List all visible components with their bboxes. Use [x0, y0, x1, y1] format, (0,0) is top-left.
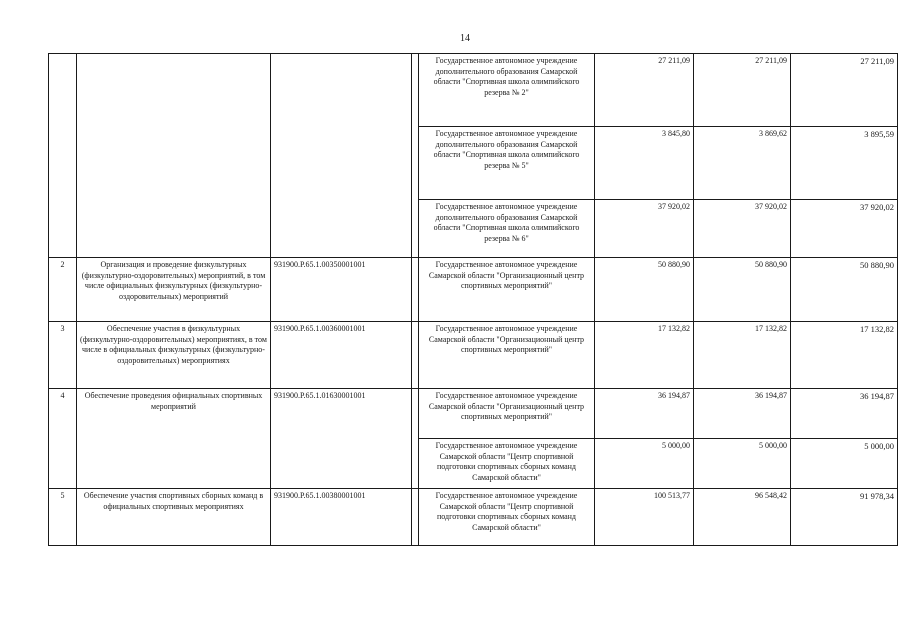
registry-code: 931900.Р.65.1.00360001001	[271, 322, 412, 389]
value-year-2: 36 194,87	[694, 389, 791, 439]
institution-name: Государственное автономное учреждение Самарской области "Центр спортивной подготовки спортивных сборных команд Самарской области"	[419, 439, 595, 489]
registry-code	[271, 54, 412, 258]
page-number: 14	[460, 33, 470, 44]
value-year-2: 27 211,09	[694, 54, 791, 127]
value-year-1: 27 211,09	[595, 54, 694, 127]
spacer-cell	[412, 54, 419, 258]
institution-name: Государственное автономное учреждение Самарской области "Организационный центр спортивных мероприятий"	[419, 389, 595, 439]
row-number: 3	[49, 322, 77, 389]
service-name: Обеспечение участия в физкультурных (физкультурно-оздоровительных) мероприятиях, в том числе в официальных физкультурных (физкультурно-оздоровительных) мероприятиях	[77, 322, 271, 389]
value-year-3: 27 211,09	[791, 54, 898, 127]
row-number	[49, 54, 77, 258]
institution-name: Государственное автономное учреждение Самарской области "Организационный центр спортивных мероприятий"	[419, 258, 595, 322]
value-year-2: 5 000,00	[694, 439, 791, 489]
value-year-2: 3 869,62	[694, 127, 791, 200]
spacer-cell	[412, 322, 419, 389]
row-number: 2	[49, 258, 77, 322]
value-year-2: 17 132,82	[694, 322, 791, 389]
value-year-1: 37 920,02	[595, 200, 694, 258]
row-number: 4	[49, 389, 77, 489]
value-year-3: 17 132,82	[791, 322, 898, 389]
registry-code: 931900.Р.65.1.00350001001	[271, 258, 412, 322]
value-year-3: 37 920,02	[791, 200, 898, 258]
institution-name: Государственное автономное учреждение дополнительного образования Самарской области "Спортивная школа олимпийского резерва № 6"	[419, 200, 595, 258]
institution-name: Государственное автономное учреждение Самарской области "Центр спортивной подготовки спортивных сборных команд Самарской области"	[419, 489, 595, 546]
spacer-cell	[412, 389, 419, 489]
table-row	[49, 258, 898, 322]
value-year-1: 3 845,80	[595, 127, 694, 200]
registry-code: 931900.Р.65.1.01630001001	[271, 389, 412, 489]
value-year-2: 50 880,90	[694, 258, 791, 322]
spacer-cell	[412, 489, 419, 546]
table-row	[49, 489, 898, 546]
service-name: Организация и проведение физкультурных (физкультурно-оздоровительных) мероприятий, в том числе официальных физкультурных (физкультурно-оздоровительных) мероприятий	[77, 258, 271, 322]
value-year-3: 3 895,59	[791, 127, 898, 200]
spacer-cell	[412, 258, 419, 322]
value-year-3: 50 880,90	[791, 258, 898, 322]
registry-code: 931900.Р.65.1.00380001001	[271, 489, 412, 546]
table-row	[49, 389, 898, 439]
value-year-1: 36 194,87	[595, 389, 694, 439]
institution-name: Государственное автономное учреждение Самарской области "Организационный центр спортивных мероприятий"	[419, 322, 595, 389]
value-year-2: 37 920,02	[694, 200, 791, 258]
institution-name: Государственное автономное учреждение дополнительного образования Самарской области "Спортивная школа олимпийского резерва № 2"	[419, 54, 595, 127]
value-year-2: 96 548,42	[694, 489, 791, 546]
value-year-1: 50 880,90	[595, 258, 694, 322]
table-row	[49, 54, 898, 127]
value-year-3: 91 978,34	[791, 489, 898, 546]
service-name	[77, 54, 271, 258]
value-year-3: 36 194,87	[791, 389, 898, 439]
value-year-1: 5 000,00	[595, 439, 694, 489]
budget-table	[48, 53, 898, 546]
service-name: Обеспечение проведения официальных спортивных мероприятий	[77, 389, 271, 489]
row-number: 5	[49, 489, 77, 546]
value-year-1: 17 132,82	[595, 322, 694, 389]
table-row	[49, 322, 898, 389]
institution-name: Государственное автономное учреждение дополнительного образования Самарской области "Спортивная школа олимпийского резерва № 5"	[419, 127, 595, 200]
value-year-1: 100 513,77	[595, 489, 694, 546]
service-name: Обеспечение участия спортивных сборных команд в официальных спортивных мероприятиях	[77, 489, 271, 546]
value-year-3: 5 000,00	[791, 439, 898, 489]
